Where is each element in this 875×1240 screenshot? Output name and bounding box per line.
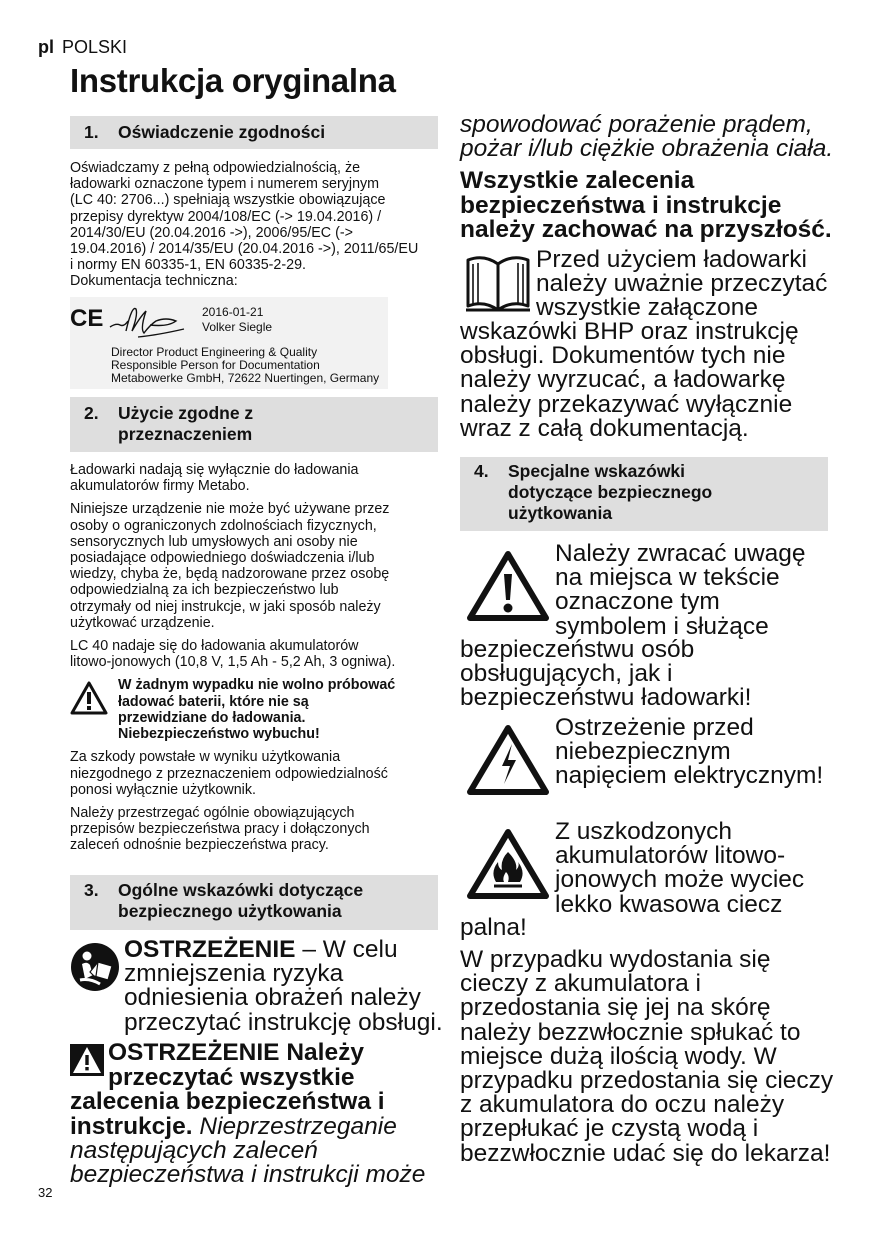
flammable-icon [466,828,550,900]
text-line: 2014/30/EU (20.04.2016 ->), 2006/95/EC (-> [70,224,353,241]
flammable-warning [460,820,828,945]
warning-triangle-icon [70,681,108,715]
text-line: ponosi wyłącznie użytkownik. [70,781,256,798]
text-line: na miejsca w tekście [555,564,780,592]
text-line: użytkować urządzenie. [70,614,215,631]
text-line: i normy EN 60335-1, EN 60335-2-29. [70,257,307,274]
signer-role: Director Product Engineering & Quality [111,345,318,359]
warning-continuation [460,111,834,163]
text-line: należy przekazywać wyłącznie [460,390,793,418]
page-number: 32 [38,1185,53,1200]
text-line: Należy zwracać uwagę [555,540,806,567]
section-1-heading [70,116,438,149]
open-book-icon [464,254,532,314]
section-2-body [70,462,438,861]
text-line: wskazówki BHP oraz instrukcję [460,318,799,345]
text-line: litowo-jonowych (10,8 V, 1,5 Ah - 5,2 Ah, 3 ogniwa). [70,654,396,671]
section-4-heading [460,457,828,531]
section-title: użytkowania [508,503,613,523]
text-line: posiadające odpowiedniego doświadczenia i/lub [70,550,375,567]
text-line: spowodować porażenie prądem, [460,111,813,138]
text-line: otrzymały od niej instrukcje, w jaki sposób należy [70,598,381,615]
text-line: akumulatorów litowo- [555,842,786,870]
section-number: 1. [84,122,99,142]
language-name: POLSKI [62,37,128,57]
text-line: Wszystkie zalecenia [460,167,695,194]
read-manual-warning [70,936,443,1038]
text-line: bezpieczeństwu ładowarki! [460,684,752,712]
section-title: Specjalne wskazówki [508,461,686,481]
signer-name: Volker Siegle [202,320,273,334]
section-1-body [70,160,438,290]
warning-line: OSTRZEŻENIE Należy [108,1039,364,1066]
text-line: bezpieczeństwu osób [460,636,695,663]
text-line: Za szkody powstałe w wyniku użytkowania [70,749,341,766]
text-line: palna! [460,914,527,941]
warning-line: przeczytać instrukcję obsługi. [124,1008,443,1036]
text-line: Ładowarki nadają się wyłącznie do ładowania [70,462,359,478]
section-title: dotyczące bezpiecznego [508,482,713,502]
language-code: pl [38,37,54,57]
explosion-warning [70,677,438,743]
text-line: przedostania się jej na skórę [460,994,771,1022]
text-line: Niniejsze urządzenie nie może być używane przez [70,501,390,518]
high-voltage-icon [466,724,550,796]
warning-line: instrukcje. [70,1112,193,1140]
section-3-heading [70,875,438,930]
text-line: przepisy dyrektyw 2004/108/EC (-> 19.04.2016) / [70,208,382,225]
voltage-warning [460,716,828,806]
text-line: wiedzy, chyba że, będą nadzorowane przez osobę [70,566,390,583]
text-line: Ostrzeżenie przed [555,714,754,741]
warning-line: przewidziane do ładowania. [118,709,306,726]
warning-line: Nieprzestrzeganie [192,1112,397,1140]
text-line: z akumulatora do oczu należy [460,1091,785,1119]
warning-line: bezpieczeństwa i instrukcji może [70,1160,426,1188]
section-number: 4. [474,461,489,481]
warning-line: odniesienia obrażeń należy [124,984,421,1012]
text-line: Przed użyciem ładowarki [536,246,807,273]
text-line: jonowych może wyciec [555,866,805,894]
warning-triangle-icon [466,550,550,622]
text-line: (LC 40: 2706...) spełniają wszystkie obowiązujące [70,192,386,209]
warning-line: – W celu [295,936,398,963]
text-line: niebezpiecznym [555,738,731,766]
text-line: lekko kwasowa ciecz [555,890,783,918]
text-line: W przypadku wydostania się [460,946,771,973]
keep-instructions-note [460,167,832,243]
signer-role: Responsible Person for Documentation [111,358,320,372]
section-number: 3. [84,880,99,900]
text-line: Oświadczamy z pełną odpowiedzialnością, że [70,160,361,176]
text-line: wraz z całą dokumentacją. [460,414,749,442]
text-line: Należy przestrzegać ogólnie obowiązujących [70,805,355,822]
leak-instructions [460,946,834,1167]
company-address: Metabowerke GmbH, 72622 Nuertingen, Germany [111,371,380,385]
text-line: należy wyrzucać, a ładowarkę [460,366,786,394]
ce-mark: CE [70,305,104,332]
read-manual-icon [70,942,120,992]
section-title: Ogólne wskazówki dotyczące [118,880,364,900]
text-line: przypadku przedostania się cieczy [460,1067,834,1095]
text-line: LC 40 nadaje się do ładowania akumulatorów [70,638,359,655]
text-line: 19.04.2016) / 2014/35/EU (20.04.2016 ->), 2011/65/EU [70,241,419,258]
text-line: przepłukać je czystą wodą i [460,1115,759,1143]
warning-line: ładować baterii, które nie są [118,693,309,710]
text-line: bezpieczeństwa i instrukcje [460,191,782,219]
text-line: napięciem elektrycznym! [555,762,824,790]
text-line: akumulatorów firmy Metabo. [70,478,250,495]
text-line: obsługi. Dokumentów tych nie [460,342,786,370]
section-2-heading [70,397,438,452]
text-line: odpowiedzialną za ich bezpieczeństwo lub [70,582,339,599]
warning-line: Niebezpieczeństwo wybuchu! [118,726,320,743]
warning-keyword: OSTRZEŻENIE [124,936,296,963]
text-line: bezzwłocznie udać się do lekarza! [460,1139,831,1167]
text-line: przepisów bezpieczeństwa pracy i dołączonych [70,821,370,838]
text-line: zaleceń odnośnie bezpieczeństwa pracy. [70,837,329,854]
section-title: bezpiecznego użytkowania [118,901,342,921]
signature-icon [108,301,190,345]
language-label [38,37,127,58]
section-title: przeznaczeniem [118,424,253,444]
warning-triangle-icon [70,1044,104,1076]
text-line: ładowarki oznaczone typem i numerem seryjnym [70,176,380,193]
text-line: cieczy z akumulatora i [460,970,702,998]
text-line: należy bezzwłocznie spłukać to [460,1018,801,1046]
text-line: pożar i/lub ciężkie obrażenia ciała. [460,135,834,163]
page-title: Instrukcja oryginalna [70,62,396,99]
section-title: Użycie zgodne z [118,403,254,423]
text-line: osoby o ograniczonych zdolnościach fizycznych, [70,517,377,534]
signature-block [70,297,388,389]
text-line: sensorycznych lub umysłowych ani osoby nie [70,533,358,550]
text-line: Dokumentacja techniczna: [70,273,238,290]
text-line: należy uważnie przeczytać [536,270,828,298]
text-line: miejsce dużą ilością wody. W [460,1042,777,1070]
text-line: oznaczone tym [555,588,720,616]
signature-date: 2016-01-21 [202,305,264,319]
text-line: Z uszkodzonych [555,818,733,845]
warning-line: następujących zaleceń [70,1136,318,1164]
text-line: należy zachować na przyszłość. [460,216,832,243]
read-all-warning [70,1041,438,1187]
section-title: Oświadczenie zgodności [118,122,326,142]
text-line: symbolem i służące [555,612,769,640]
warning-line: W żadnym wypadku nie wolno próbować [118,677,396,694]
text-line: wszystkie załączone [536,294,758,322]
warning-line: przeczytać wszystkie [108,1063,355,1091]
section-number: 2. [84,403,99,423]
warning-line: zmniejszenia ryzyka [124,960,344,988]
text-line: obsługujących, jak i [460,660,673,688]
attention-note [460,540,828,710]
text-line: niezgodnego z przeznaczeniem odpowiedzialność [70,765,388,782]
read-documentation-note [460,246,828,446]
warning-line: zalecenia bezpieczeństwa i [70,1088,385,1115]
